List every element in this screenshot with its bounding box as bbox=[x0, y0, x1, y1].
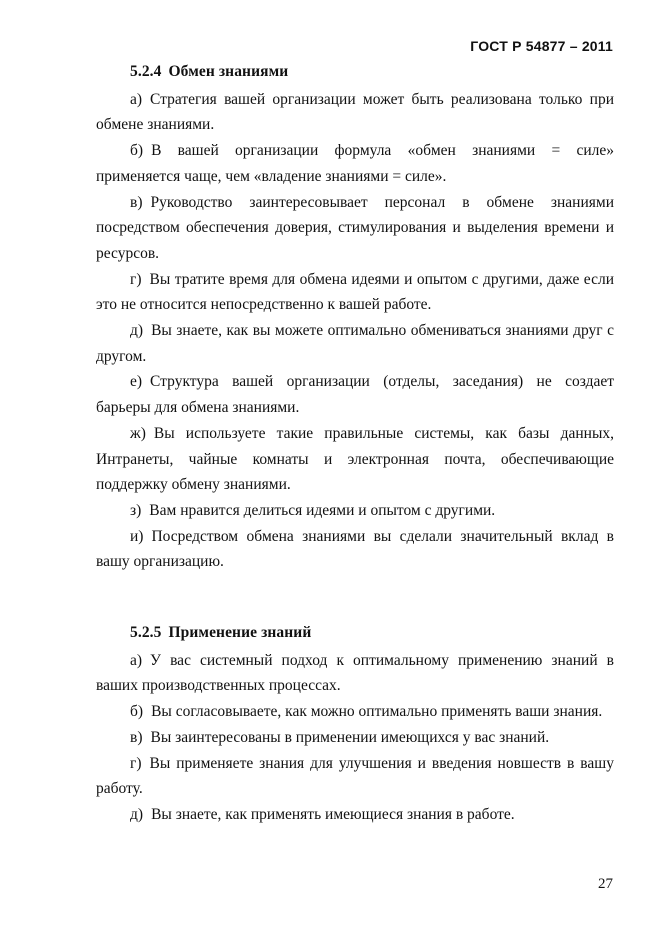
list-item bbox=[96, 498, 614, 524]
item-text: Стратегия вашей организации может быть реализована только при обмене знаниями. bbox=[96, 90, 614, 134]
item-text: Посредством обмена знаниями вы сделали значительный вклад в вашу организацию. bbox=[96, 527, 614, 571]
list-item bbox=[96, 369, 614, 420]
list-item bbox=[96, 699, 614, 725]
list-item bbox=[96, 648, 614, 699]
list-item bbox=[96, 138, 614, 189]
item-marker: б) bbox=[130, 142, 144, 160]
item-text: Структура вашей организации (отделы, заседания) не создает барьеры для обмена знаниями. bbox=[96, 373, 614, 417]
item-marker: г) bbox=[130, 754, 142, 772]
item-marker: д) bbox=[130, 805, 144, 823]
list-item bbox=[96, 318, 614, 369]
item-marker: е) bbox=[130, 373, 143, 391]
item-marker: з) bbox=[130, 501, 142, 519]
item-text: Вы заинтересованы в применении имеющихся у вас знаний. bbox=[150, 728, 550, 746]
list-item bbox=[96, 751, 614, 802]
item-text: Руководство заинтересовывает персонал в обмене знаниями посредством обеспечения доверия, стимулирования и выделения времени и ресурсов. bbox=[96, 193, 614, 262]
list-item bbox=[96, 190, 614, 267]
section-5-2-5 bbox=[96, 620, 614, 828]
standard-header: ГОСТ Р 54877 – 2011 bbox=[470, 38, 613, 54]
item-text: У вас системный подход к оптимальному применению знаний в ваших производственных процессах. bbox=[96, 651, 614, 695]
item-text: Вы используете такие правильные системы, как базы данных, Интранеты, чайные комнаты и электронная почта, обеспечивающие поддержку обмену знаниями. bbox=[96, 424, 614, 494]
item-text: В вашей организации формула «обмен знаниями = силе» применяется чаще, чем «владение знаниями = силе». bbox=[96, 142, 614, 185]
section-title: Обмен знаниями bbox=[168, 63, 289, 80]
section-number: 5.2.4 bbox=[130, 63, 162, 80]
item-text: Вам нравится делиться идеями и опытом с другими. bbox=[149, 501, 496, 519]
item-marker: ж) bbox=[130, 424, 146, 442]
item-marker: в) bbox=[130, 193, 143, 211]
item-text: Вы знаете, как вы можете оптимально обмениваться знаниями друг с другом. bbox=[96, 322, 614, 365]
item-marker: б) bbox=[130, 703, 144, 721]
section-heading bbox=[96, 59, 614, 85]
section-heading bbox=[96, 620, 614, 646]
item-text: Вы тратите время для обмена идеями и опытом с другими, даже если это не относится непосредственно к вашей работе. bbox=[96, 270, 614, 314]
page-number: 27 bbox=[598, 876, 613, 892]
list-item bbox=[96, 802, 614, 828]
list-item bbox=[96, 524, 614, 575]
item-marker: а) bbox=[130, 651, 143, 669]
section-title: Применение знаний bbox=[168, 624, 312, 641]
list-item bbox=[96, 87, 614, 138]
item-text: Вы применяете знания для улучшения и введения новшеств в вашу работу. bbox=[96, 754, 614, 798]
list-item bbox=[96, 267, 614, 318]
list-item bbox=[96, 421, 614, 498]
item-text: Вы согласовываете, как можно оптимально применять ваши знания. bbox=[151, 703, 603, 721]
section-5-2-4 bbox=[96, 59, 614, 575]
item-text: Вы знаете, как применять имеющиеся знания в работе. bbox=[151, 805, 515, 823]
list-item bbox=[96, 725, 614, 751]
item-marker: а) bbox=[130, 90, 143, 108]
item-marker: в) bbox=[130, 728, 143, 746]
section-number: 5.2.5 bbox=[130, 624, 162, 641]
item-marker: д) bbox=[130, 322, 144, 340]
item-marker: и) bbox=[130, 527, 144, 545]
item-marker: г) bbox=[130, 270, 142, 288]
